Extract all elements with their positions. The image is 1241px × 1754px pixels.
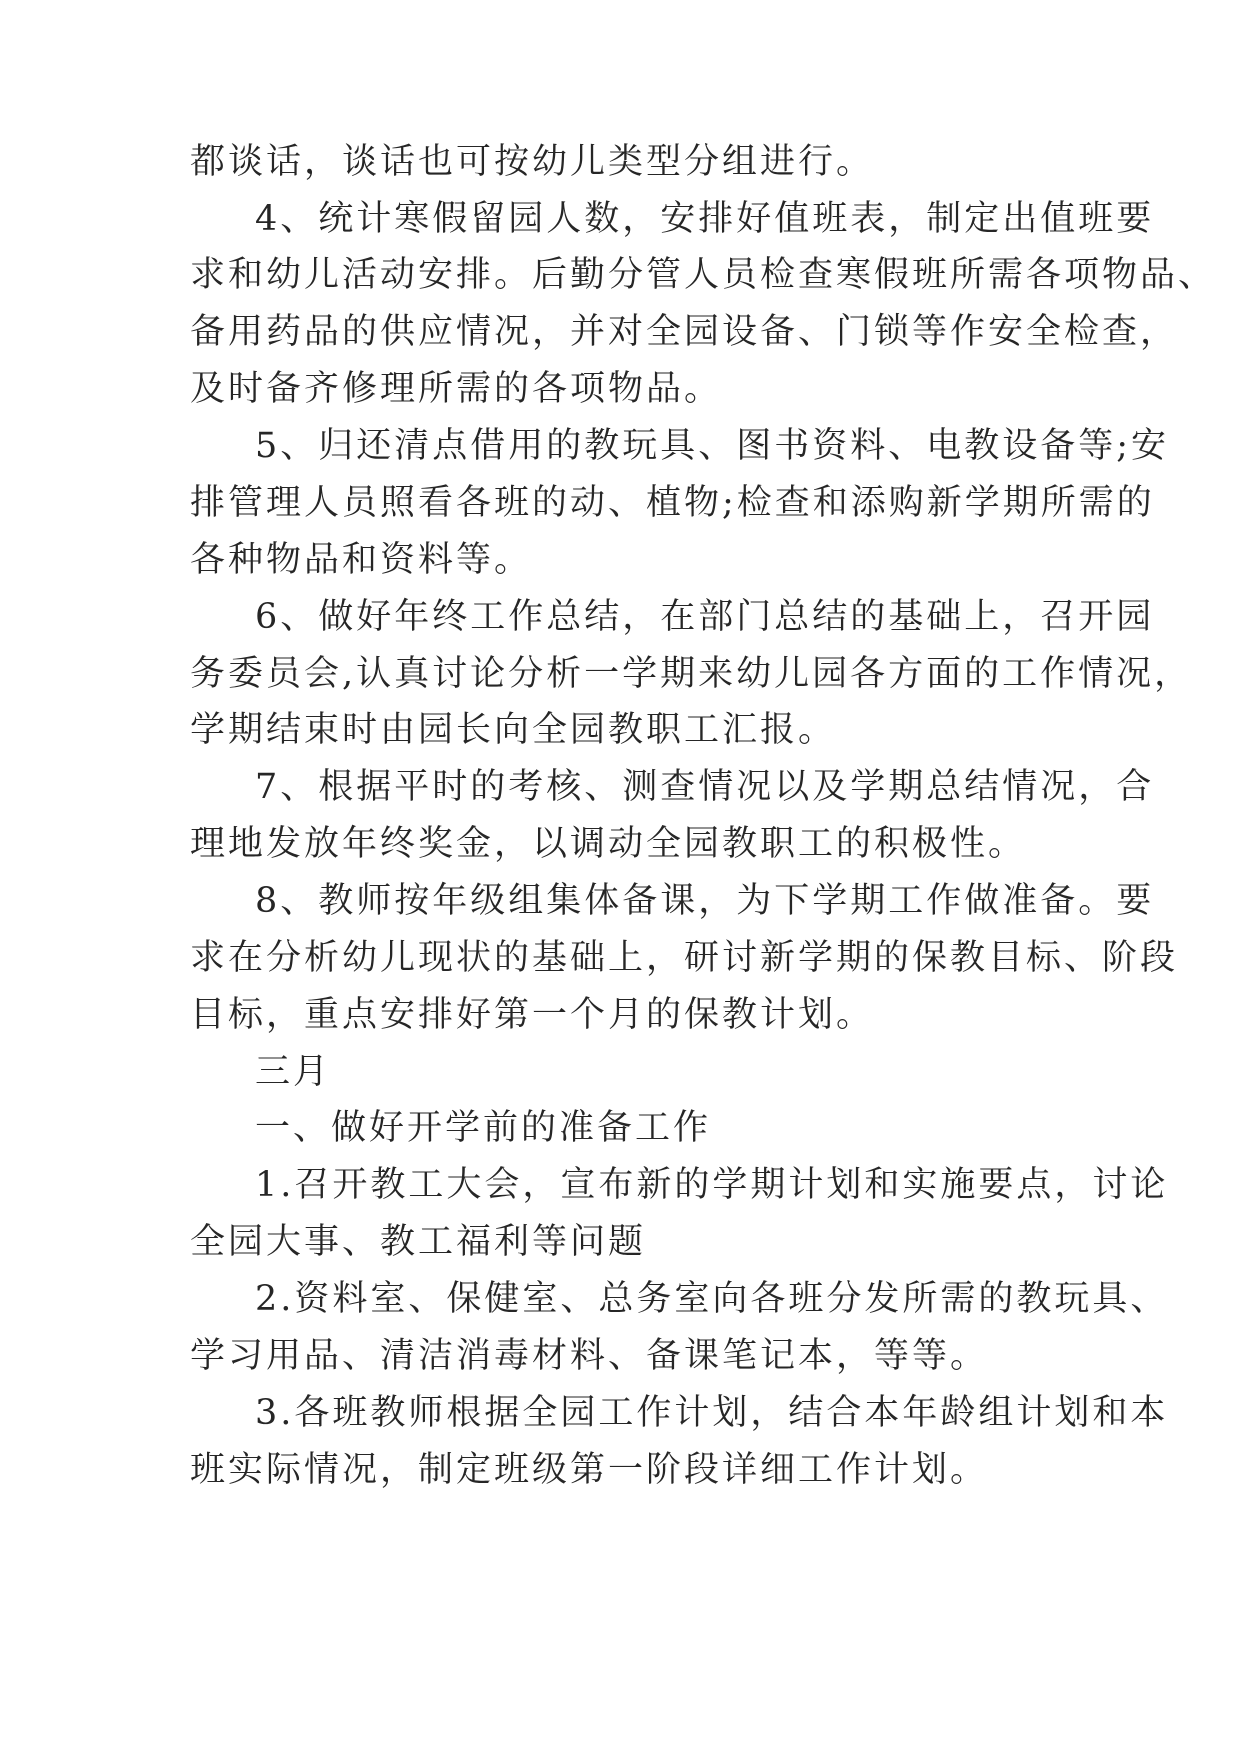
text-line: 目标，重点安排好第一个月的保教计划。 — [190, 995, 875, 1035]
text-line: 7、根据平时的考核、测查情况以及学期总结情况，合 — [255, 767, 1155, 807]
text-line: 班实际情况，制定班级第一阶段详细工作计划。 — [190, 1450, 989, 1490]
text-line: 5、归还清点借用的教玩具、图书资料、电教设备等;安 — [255, 426, 1170, 466]
text-line: 全园大事、教工福利等问题 — [190, 1222, 647, 1262]
text-line: 2.资料室、保健室、总务室向各班分发所需的教玩具、 — [255, 1279, 1169, 1319]
subsection-heading: 一、做好开学前的准备工作 — [255, 1108, 712, 1148]
section-heading: 三月 — [255, 1052, 332, 1092]
text-line: 备用药品的供应情况，并对全园设备、门锁等作安全检查， — [190, 312, 1179, 352]
text-line: 学期结束时由园长向全园教职工汇报。 — [190, 710, 837, 750]
text-line: 求在分析幼儿现状的基础上，研讨新学期的保教目标、阶段 — [190, 938, 1179, 978]
text-line: 1.召开教工大会，宣布新的学期计划和实施要点，讨论 — [255, 1165, 1169, 1205]
text-line: 学习用品、清洁消毒材料、备课笔记本，等等。 — [190, 1336, 989, 1376]
text-line: 3.各班教师根据全园工作计划，结合本年龄组计划和本 — [255, 1393, 1169, 1433]
text-line: 8、教师按年级组集体备课，为下学期工作做准备。要 — [255, 881, 1155, 921]
text-line: 及时备齐修理所需的各项物品。 — [190, 369, 723, 409]
text-line: 4、统计寒假留园人数，安排好值班表，制定出值班要 — [255, 199, 1155, 239]
text-line: 各种物品和资料等。 — [190, 540, 533, 580]
text-line: 务委员会,认真讨论分析一学期来幼儿园各方面的工作情况， — [190, 654, 1193, 694]
text-line: 都谈话，谈话也可按幼儿类型分组进行。 — [190, 142, 875, 182]
text-line: 排管理人员照看各班的动、植物;检查和添购新学期所需的 — [190, 483, 1155, 523]
text-line: 求和幼儿活动安排。后勤分管人员检查寒假班所需各项物品、 — [190, 255, 1217, 295]
text-line: 理地发放年终奖金，以调动全园教职工的积极性。 — [190, 824, 1027, 864]
text-line: 6、做好年终工作总结，在部门总结的基础上，召开园 — [255, 597, 1155, 637]
